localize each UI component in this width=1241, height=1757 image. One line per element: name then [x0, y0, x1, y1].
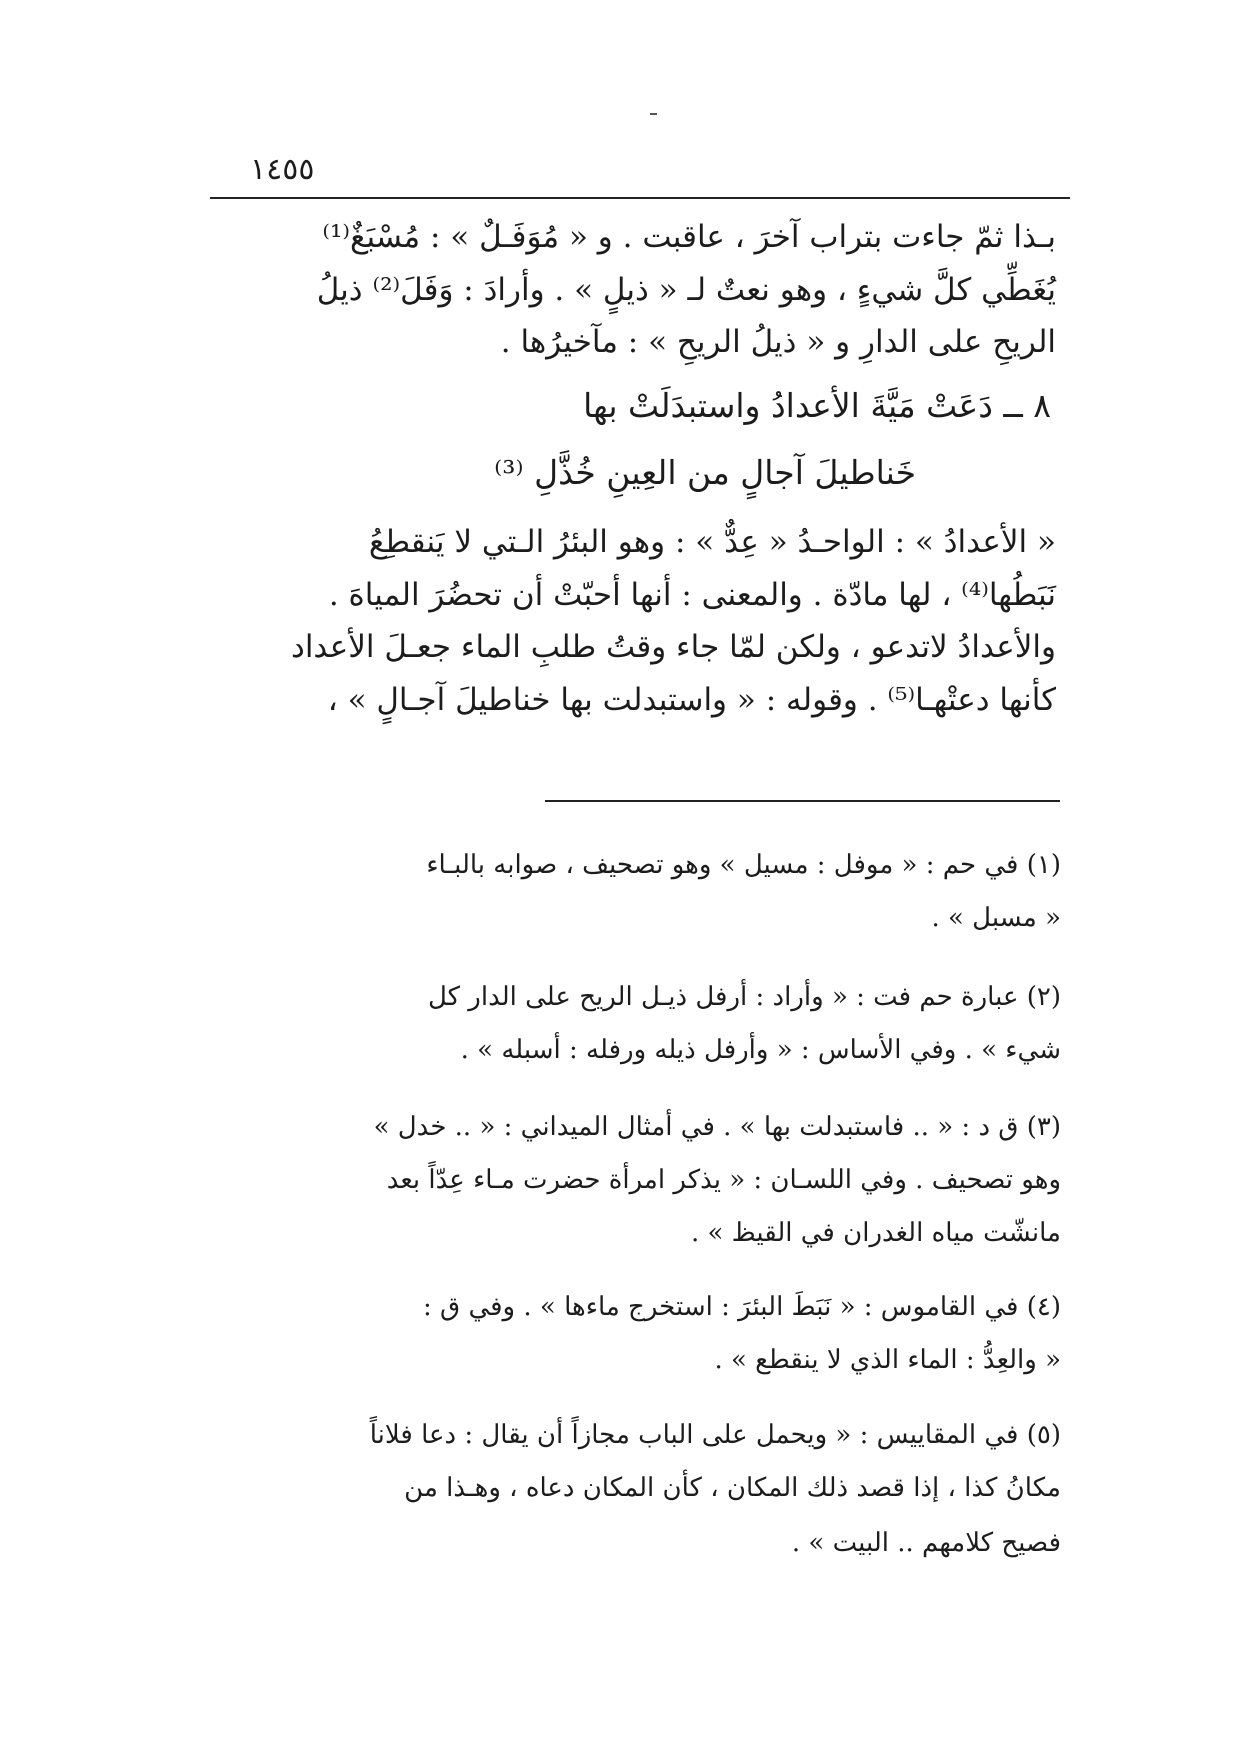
footnote-line: « والعِدُّ : الماء الذي لا ينقطع » . [714, 1345, 1061, 1375]
scan-speck [650, 113, 657, 115]
header-rule [210, 197, 1070, 199]
body-line: بـذا ثمّ جاءت بتراب آخرَ ، عاقبت . و « مُوَفَـلٌ » : مُسْبَغٌ⁽¹⁾ [322, 219, 1056, 255]
commentary-line: نَبَطُها⁽⁴⁾ ، لها مادّة . والمعنى : أنها أحبّتْ أن تحضُرَ المياهَ . [328, 577, 1056, 613]
footnote-line: (١) في حم : « موفل : مسيل » وهو تصحيف ، صوابه بالبـاء [426, 850, 1061, 880]
verse-line-2: خَناطيلَ آجالٍ من العِينِ خُذَّلِ ⁽³⁾ [494, 453, 916, 492]
footnote-rule [545, 800, 1060, 802]
footnote-line: « مسبل » . [931, 903, 1061, 933]
commentary-line: والأعدادُ لاتدعو ، ولكن لمّا جاء وقتُ طلبِ الماء جعـلَ الأعداد [291, 629, 1056, 665]
footnote-line: فصيح كلامهم .. البيت » . [791, 1528, 1061, 1558]
page-number: ١٤٥٥ [250, 152, 315, 187]
footnote-line: وهو تصحيف . وفي اللسـان : « يذكر امرأة حضرت مـاء عِدّاً بعد [386, 1165, 1061, 1195]
footnote-line: شيء » . وفي الأساس : « وأرفل ذيله ورفله : أسبله » . [460, 1035, 1061, 1065]
footnote-line: مكانُ كذا ، إذا قصد ذلك المكان ، كأن المكان دعاه ، وهـذا من [404, 1473, 1061, 1503]
footnote-line: (٤) في القاموس : « نَبَطَ البئرَ : استخرج ماءها » . وفي ق : [423, 1292, 1061, 1322]
footnote-line: (٥) في المقاييس : « ويحمل على الباب مجازاً أن يقال : دعا فلاناً [369, 1420, 1061, 1450]
body-line: الريحِ على الدارِ و « ذيلُ الريحِ » : مآخيرُها . [500, 324, 1056, 360]
footnote-line: (٣) ق د : « .. فاستبدلت بها » . في أمثال الميداني : « .. خدل » [373, 1112, 1061, 1142]
body-line: يُغَطِّي كلَّ شيءٍ ، وهو نعتٌ لـ « ذيلٍ » . وأرادَ : وَفَلَ⁽²⁾ ذيلُ [316, 272, 1056, 308]
footnote-line: مانشّت مياه الغدران في القيظ » . [690, 1218, 1061, 1248]
commentary-line: « الأعدادُ » : الواحـدُ « عِدٌّ » : وهو البئرُ الـتي لا يَنقطِعُ [368, 524, 1056, 560]
commentary-line: كأنها دعتْهـا⁽⁵⁾ . وقوله : « واستبدلت بها خناطيلَ آجـالٍ » ، [327, 682, 1056, 718]
footnote-line: (٢) عبارة حم فت : « وأراد : أرفل ذيـل الريح على الدار كل [427, 982, 1061, 1012]
verse-line-1: ٨ ــ دَعَتْ مَيَّةَ الأعدادُ واستبدَلَتْ بها [583, 386, 1051, 425]
